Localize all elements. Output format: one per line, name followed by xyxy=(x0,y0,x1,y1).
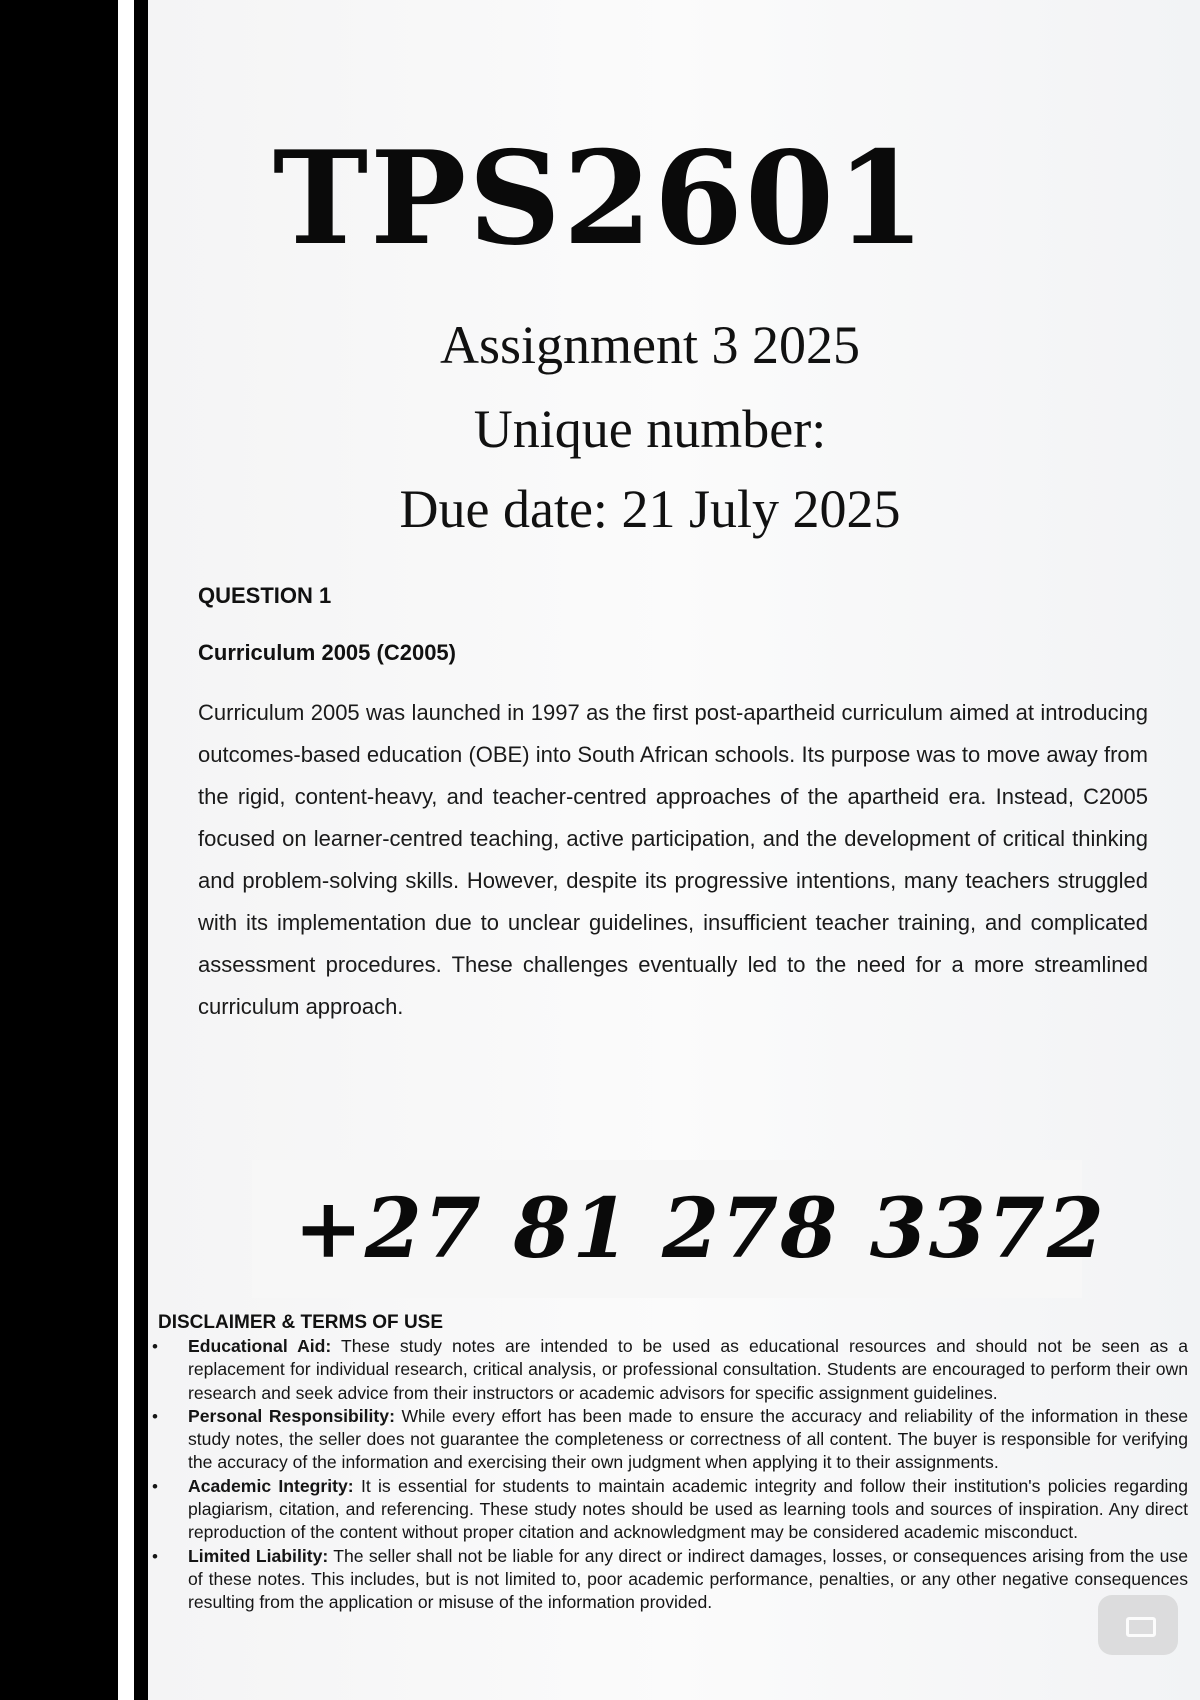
course-code-title: TPS2601 xyxy=(272,124,928,274)
unique-number: Unique number: xyxy=(473,399,827,459)
disclaimer-item-limited-liability xyxy=(148,1545,1188,1615)
disclaimer-item-label: Educational Aid: xyxy=(188,1336,332,1356)
due-date: Due date: 21 July 2025 xyxy=(399,479,901,539)
disclaimer-item-academic-integrity xyxy=(148,1475,1188,1545)
disclaimer-item-educational-aid xyxy=(148,1335,1188,1405)
phone-number: +27 81 278 3372 xyxy=(294,1181,1106,1277)
question-body: Curriculum 2005 was launched in 1997 as the first post-apartheid curriculum aimed at introducing outcomes-based education (OBE) into South African schools. Its purpose was to move away from the rigid, content-heavy, and teacher-centred approaches of the apartheid era. Instead, C2005 focused on learner-centred teaching, active participation, and the development of critical thinking and problem-solving skills. However, despite its progressive intentions, many teachers struggled with its implementation due to unclear guidelines, insufficient teacher training, and complicated assessment procedures. These challenges eventually led to the need for a more streamlined curriculum approach. xyxy=(198,700,1148,1019)
disclaimer-item-text: The seller shall not be liable for any direct or indirect damages, losses, or consequences arising from the use of these notes. This includes, but is not limited to, poor academic performance, penalties, or any other negative consequences resulting from the application or misuse of the information provided. xyxy=(188,1545,1188,1613)
scroll-to-top-button[interactable] xyxy=(1098,1595,1178,1655)
bullet-icon: • xyxy=(152,1476,158,1496)
question-subheading: Curriculum 2005 (C2005) xyxy=(198,640,456,665)
bullet-icon: • xyxy=(152,1406,158,1426)
question-heading: QUESTION 1 xyxy=(198,583,332,608)
disclaimer-item-label: Personal Responsibility: xyxy=(188,1405,395,1426)
disclaimer-item-personal-responsibility xyxy=(148,1405,1188,1475)
disclaimer-item-text: These study notes are intended to be used as educational resources and should not be seen as a replacement for individual research, critical analysis, or professional consultation. Students are encouraged to perform their own research and seek advice from their instructors or academic advisors for specific assignment guidelines. xyxy=(188,1336,1188,1403)
contact-banner xyxy=(252,1160,1106,1298)
assignment-title: Assignment 3 2025 xyxy=(439,315,860,375)
bullet-icon: • xyxy=(152,1546,158,1566)
disclaimer-item-label: Academic Integrity: xyxy=(188,1475,354,1496)
disclaimer-item-text: It is essential for students to maintain academic integrity and follow their institution's policies regarding plagiarism, citation, and referencing. These study notes should be used as learning tools and sources of inspiration. Any direct reproduction of the content without proper citation and acknowledgment may be considered academic misconduct. xyxy=(188,1475,1188,1543)
disclaimer-item-label: Limited Liability: xyxy=(188,1545,329,1566)
disclaimer-title: DISCLAIMER & TERMS OF USE xyxy=(158,1312,444,1333)
disclaimer-list xyxy=(148,1335,1188,1615)
disclaimer-item-text: While every effort has been made to ensure the accuracy and reliability of the information in these study notes, the seller does not guarantee the completeness or correctness of all content. The buyer is responsible for verifying the accuracy of the information and exercising their own judgment when applying it to their assignments. xyxy=(188,1405,1188,1473)
bullet-icon: • xyxy=(152,1337,158,1356)
